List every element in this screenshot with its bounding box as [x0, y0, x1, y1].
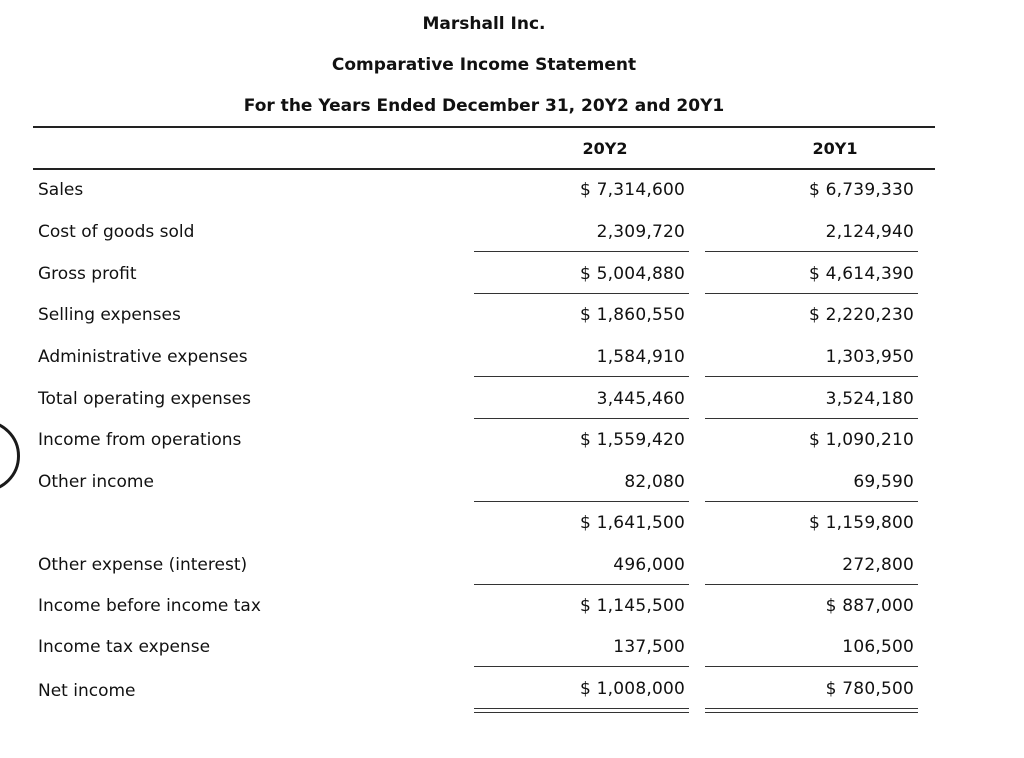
value-20y2: 3,445,460	[596, 389, 685, 409]
underline	[474, 376, 689, 377]
value-20y2: $ 1,559,420	[580, 430, 685, 450]
value-20y2: 1,584,910	[596, 347, 685, 367]
underline	[705, 666, 918, 667]
table-row	[0, 347, 1024, 387]
header-top-rule	[33, 126, 935, 128]
table-row	[0, 472, 1024, 512]
row-label: Selling expenses	[38, 305, 181, 325]
value-20y1: 106,500	[842, 637, 914, 657]
row-label: Income from operations	[38, 430, 242, 450]
value-20y1: 1,303,950	[825, 347, 914, 367]
table-row	[0, 637, 1024, 677]
value-20y2: $ 1,641,500	[580, 513, 685, 533]
value-20y1: $ 6,739,330	[809, 180, 914, 200]
value-20y2: $ 1,860,550	[580, 305, 685, 325]
double-underline	[474, 708, 689, 709]
value-20y1: 69,590	[853, 472, 914, 492]
column-header-20y1: 20Y1	[812, 139, 858, 158]
row-label: Other income	[38, 472, 154, 492]
table-row	[0, 180, 1024, 220]
header-bottom-rule	[33, 168, 935, 170]
underline	[474, 584, 689, 585]
table-row	[0, 264, 1024, 304]
underline	[705, 376, 918, 377]
row-label: Income tax expense	[38, 637, 211, 657]
underline	[474, 501, 689, 502]
row-label: Gross profit	[38, 264, 137, 284]
row-label: Other expense (interest)	[38, 555, 248, 575]
company-name: Marshall Inc.	[422, 14, 546, 34]
double-underline	[705, 708, 918, 709]
underline	[705, 584, 918, 585]
row-label: Income before income tax	[38, 596, 261, 616]
table-row	[0, 596, 1024, 636]
value-20y2: 82,080	[624, 472, 685, 492]
table-row	[0, 222, 1024, 262]
double-underline	[705, 712, 918, 713]
table-row	[0, 513, 1024, 553]
column-header-20y2: 20Y2	[582, 139, 628, 158]
value-20y1: $ 4,614,390	[809, 264, 914, 284]
underline	[705, 418, 918, 419]
row-label: Total operating expenses	[38, 389, 251, 409]
row-label: Cost of goods sold	[38, 222, 195, 242]
row-label: Administrative expenses	[38, 347, 248, 367]
value-20y2: $ 7,314,600	[580, 180, 685, 200]
value-20y2: 496,000	[613, 555, 685, 575]
underline	[474, 293, 689, 294]
value-20y1: $ 887,000	[825, 596, 914, 616]
value-20y1: 272,800	[842, 555, 914, 575]
value-20y1: 3,524,180	[825, 389, 914, 409]
table-row	[0, 679, 1024, 719]
underline	[705, 501, 918, 502]
row-label: Sales	[38, 180, 84, 200]
value-20y2: 137,500	[613, 637, 685, 657]
value-20y2: $ 1,145,500	[580, 596, 685, 616]
value-20y2: $ 1,008,000	[580, 679, 685, 699]
value-20y1: $ 2,220,230	[809, 305, 914, 325]
double-underline	[474, 712, 689, 713]
value-20y1: $ 1,090,210	[809, 430, 914, 450]
value-20y1: $ 780,500	[825, 679, 914, 699]
table-row	[0, 430, 1024, 470]
statement-title: Comparative Income Statement	[331, 55, 637, 75]
value-20y1: 2,124,940	[825, 222, 914, 242]
value-20y2: $ 5,004,880	[580, 264, 685, 284]
table-row	[0, 555, 1024, 595]
value-20y1: $ 1,159,800	[809, 513, 914, 533]
underline	[705, 293, 918, 294]
value-20y2: 2,309,720	[596, 222, 685, 242]
row-label: Net income	[38, 681, 136, 701]
underline	[705, 251, 918, 252]
table-row	[0, 305, 1024, 345]
underline	[474, 666, 689, 667]
underline	[474, 251, 689, 252]
period-title: For the Years Ended December 31, 20Y2 and 20Y1	[243, 96, 725, 116]
underline	[474, 418, 689, 419]
table-row	[0, 389, 1024, 429]
